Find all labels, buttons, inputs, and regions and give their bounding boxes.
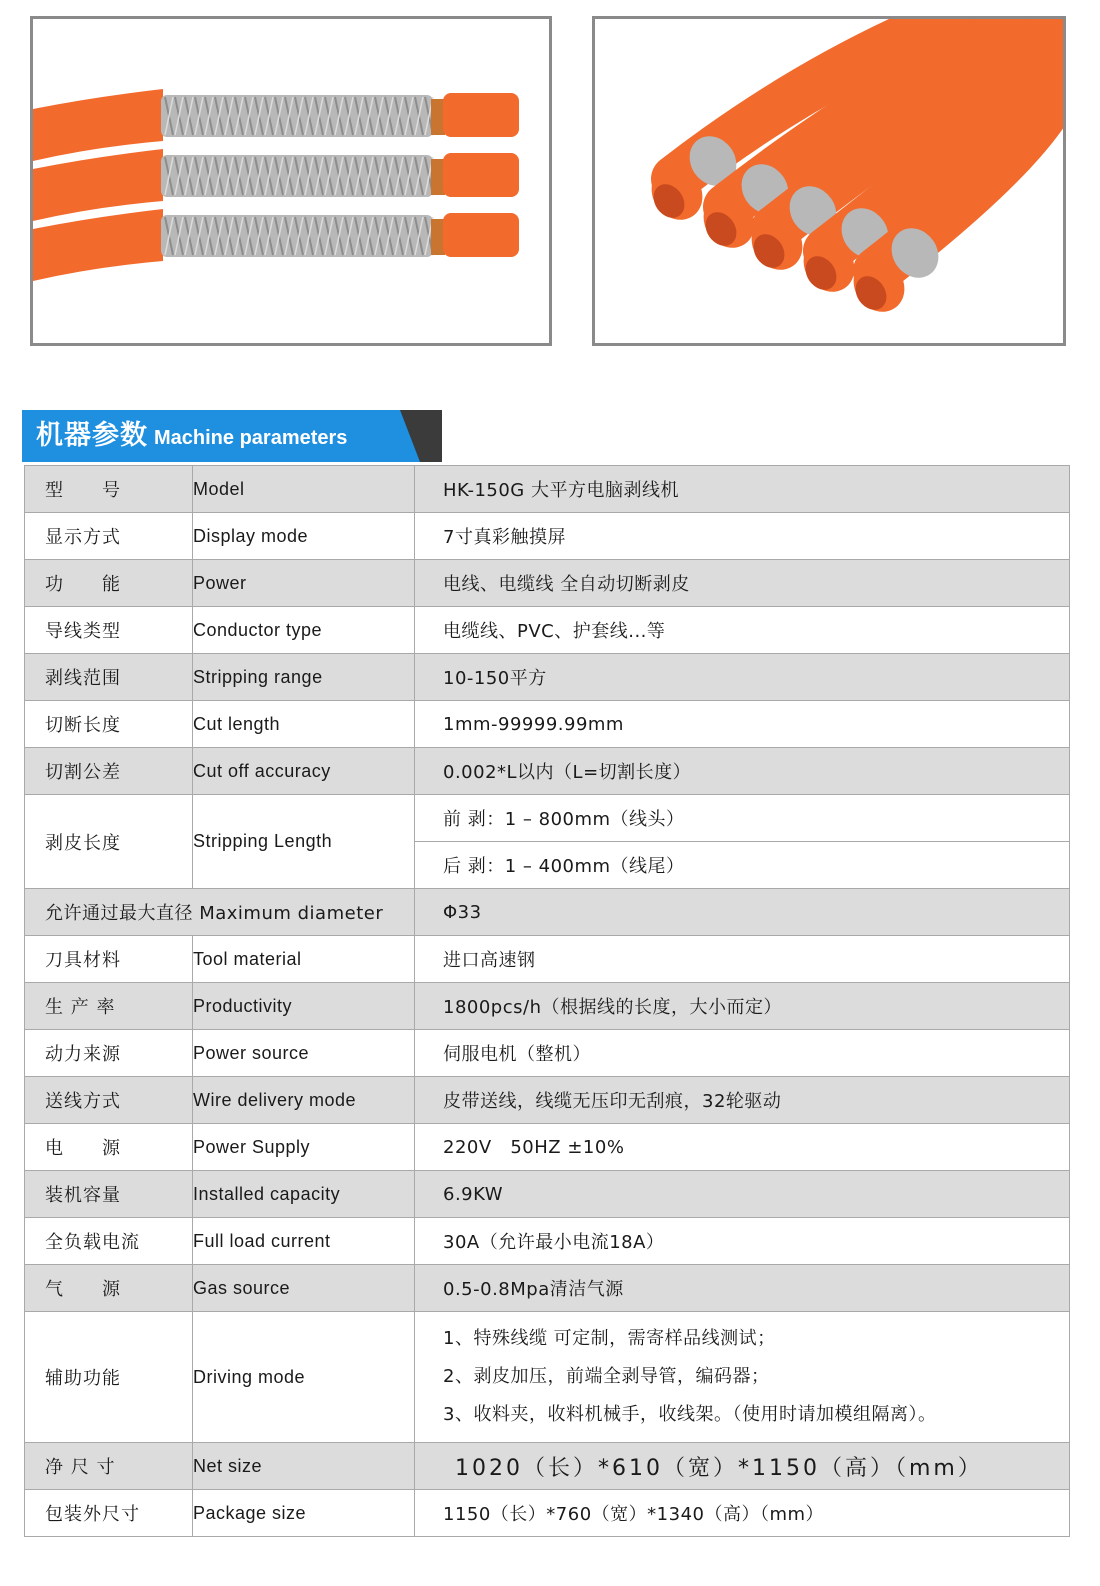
stripped-cables-end-image: [595, 19, 1063, 343]
section-banner: [22, 410, 442, 462]
param-label-cn: 剥线范围: [25, 654, 193, 701]
parameters-table: [24, 465, 1070, 1537]
param-label-cn: 导线类型: [25, 607, 193, 654]
param-label-cn: 净 尺 寸: [25, 1443, 193, 1490]
param-label-cn: 包装外尺寸: [25, 1490, 193, 1537]
param-label-cn: 全负载电流: [25, 1218, 193, 1265]
param-label-en: Wire delivery mode: [193, 1077, 415, 1124]
param-label-cn: 生 产 率: [25, 983, 193, 1030]
table-row-installed-capacity: [25, 1171, 1070, 1218]
table-row-power-source: [25, 1030, 1070, 1077]
param-label-cn: 气 源: [25, 1265, 193, 1312]
aux-line: 3、收料夹，收料机械手，收线架。（使用时请加模组隔离）。: [443, 1404, 937, 1425]
param-value: 220V 50HZ ±10%: [415, 1124, 1070, 1171]
table-row-cut-length: [25, 701, 1070, 748]
param-label-cn: 装机容量: [25, 1171, 193, 1218]
param-label-en: Net size: [193, 1443, 415, 1490]
param-label-cn: 送线方式: [25, 1077, 193, 1124]
param-label-en: Driving mode: [193, 1312, 415, 1443]
banner-title: [36, 410, 347, 462]
param-label-en: Power Supply: [193, 1124, 415, 1171]
param-label-en: Cut length: [193, 701, 415, 748]
table-row-cut-off-accuracy: [25, 748, 1070, 795]
cable-photo-left: [30, 16, 552, 346]
table-row-display-mode: [25, 513, 1070, 560]
param-label-en: Power: [193, 560, 415, 607]
table-row-package-size: [25, 1490, 1070, 1537]
param-label-cn: 电 源: [25, 1124, 193, 1171]
table-row-wire-delivery: [25, 1077, 1070, 1124]
param-value: 0.5-0.8Mpa清洁气源: [415, 1265, 1070, 1312]
table-row-model: [25, 466, 1070, 513]
param-label-en: Stripping Length: [193, 795, 415, 889]
stripped-cables-side-image: [33, 19, 549, 343]
table-row-power-supply: [25, 1124, 1070, 1171]
param-label-en: Power source: [193, 1030, 415, 1077]
param-value: HK-150G 大平方电脑剥线机: [415, 466, 1070, 513]
param-label-cn: 剥皮长度: [25, 795, 193, 889]
param-label-en: Display mode: [193, 513, 415, 560]
param-value: 30A（允许最小电流18A）: [415, 1218, 1070, 1265]
table-row-net-size: [25, 1443, 1070, 1490]
param-label-en: Cut off accuracy: [193, 748, 415, 795]
param-value: 电线、电缆线 全自动切断剥皮: [415, 560, 1070, 607]
param-label-cn: 型 号: [25, 466, 193, 513]
param-value: 7寸真彩触摸屏: [415, 513, 1070, 560]
table-row-tool-material: [25, 936, 1070, 983]
param-value: 伺服电机（整机）: [415, 1030, 1070, 1077]
table-row-max-diameter: [25, 889, 1070, 936]
param-label-cn: 切割公差: [25, 748, 193, 795]
table-row-productivity: [25, 983, 1070, 1030]
param-value: 1020（长）*610（宽）*1150（高）（mm）: [415, 1443, 1070, 1490]
table-row-auxiliary-functions: [25, 1312, 1070, 1443]
cable-photo-right: [592, 16, 1066, 346]
param-value: 6.9KW: [415, 1171, 1070, 1218]
param-value: 1150（长）*760（宽）*1340（高）（mm）: [415, 1490, 1070, 1537]
param-value-list: [415, 1312, 1070, 1443]
param-label-cn: 功 能: [25, 560, 193, 607]
param-label-en: Conductor type: [193, 607, 415, 654]
param-label-cn: 切断长度: [25, 701, 193, 748]
param-value: 1mm-99999.99mm: [415, 701, 1070, 748]
table-row-power: [25, 560, 1070, 607]
param-value: Φ33: [415, 889, 1070, 936]
param-value: 10-150平方: [415, 654, 1070, 701]
param-label-en: Full load current: [193, 1218, 415, 1265]
param-label-en: Installed capacity: [193, 1171, 415, 1218]
param-label-en: Productivity: [193, 983, 415, 1030]
param-value-front-strip: 前 剥：1 – 800mm（线头）: [415, 795, 1070, 842]
param-label-en: Stripping range: [193, 654, 415, 701]
param-value: 电缆线、PVC、护套线...等: [415, 607, 1070, 654]
aux-line: 1、特殊线缆 可定制，需寄样品线测试；: [443, 1328, 776, 1349]
param-label-cn: 动力来源: [25, 1030, 193, 1077]
param-label-cn: 显示方式: [25, 513, 193, 560]
param-value: 皮带送线，线缆无压印无刮痕，32轮驱动: [415, 1077, 1070, 1124]
param-label-en: Model: [193, 466, 415, 513]
table-row-full-load-current: [25, 1218, 1070, 1265]
param-value: 进口高速钢: [415, 936, 1070, 983]
table-row-conductor-type: [25, 607, 1070, 654]
param-value: 1800pcs/h（根据线的长度，大小而定）: [415, 983, 1070, 1030]
table-row-stripping-length-front: [25, 795, 1070, 842]
param-label-cn: 刀具材料: [25, 936, 193, 983]
param-value-rear-strip: 后 剥：1 – 400mm（线尾）: [415, 842, 1070, 889]
param-label-en: Gas source: [193, 1265, 415, 1312]
banner-title-cn: 机器参数: [36, 420, 148, 451]
table-row-stripping-range: [25, 654, 1070, 701]
aux-line: 2、剥皮加压，前端全剥导管，编码器；: [443, 1366, 770, 1387]
param-label-en: Tool material: [193, 936, 415, 983]
banner-title-en: Machine parameters: [154, 427, 348, 449]
param-label-cn: 辅助功能: [25, 1312, 193, 1443]
param-label-en: Package size: [193, 1490, 415, 1537]
param-value: 0.002*L以内（L=切割长度）: [415, 748, 1070, 795]
param-label-combined: 允许通过最大直径 Maximum diameter: [25, 889, 415, 936]
table-row-gas-source: [25, 1265, 1070, 1312]
